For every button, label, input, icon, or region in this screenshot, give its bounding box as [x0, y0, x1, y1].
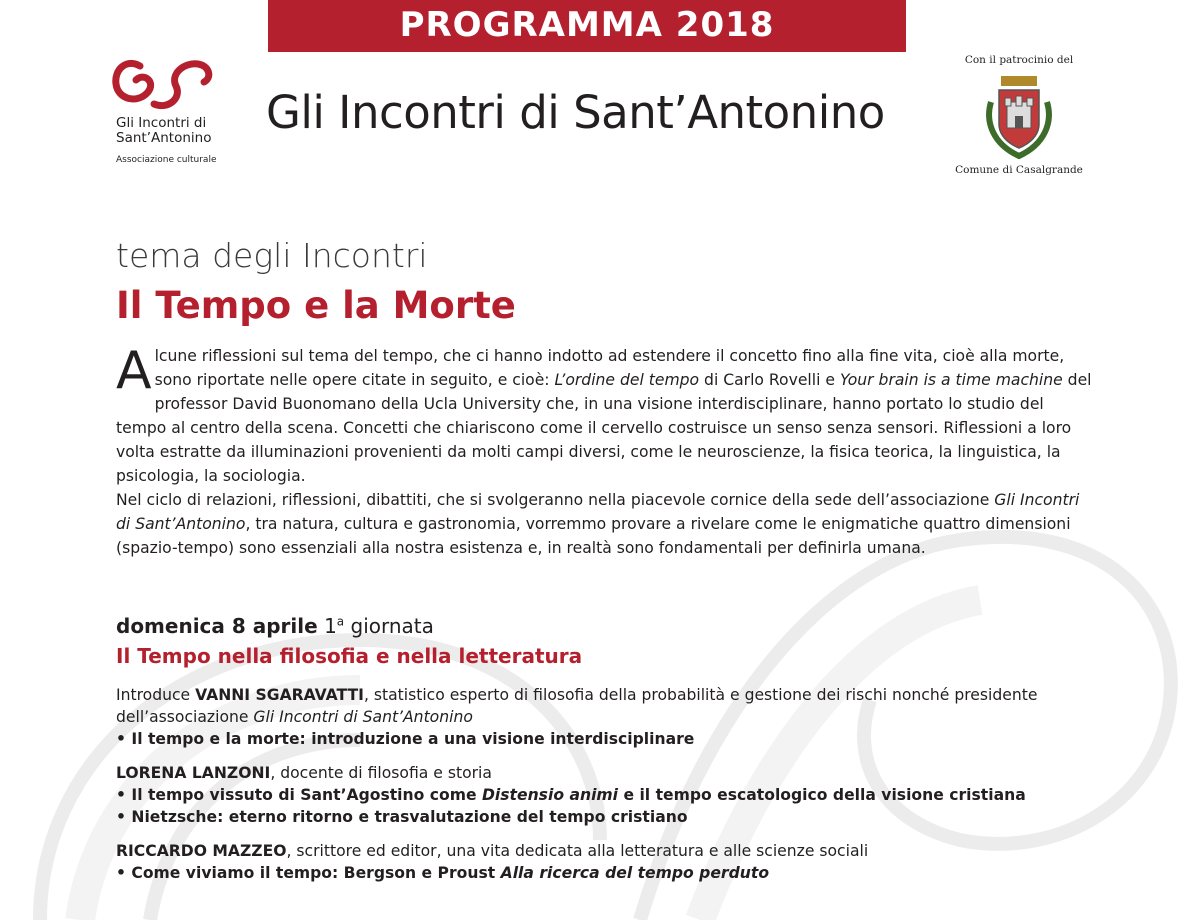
- intro-p1-a: lcune riflessioni sul tema del tempo, che ci hanno indotto ad estendere il concetto fino alla fine vita, cioè alla morte, sono riportate nelle opere citate in seguito, e cioè:: [154, 347, 1065, 389]
- program-banner: PROGRAMMA 2018: [268, 0, 906, 52]
- intro-p1-c: del professor David Buonomano della Ucla University che, in una visione interdisciplinare, hanno portato lo studio del tempo al centro della scena. Concetti che chiariscono come il cervello costruisce un senso senza sensori. Riflessioni a loro volta estratte da illuminazioni provenienti da molti campi diversi, come le neuroscienze, la fisica teorica, la linguistica, la psicologia, la sociologia.: [116, 371, 1092, 485]
- speakers-list: [116, 684, 1116, 896]
- intro-p2-a: Nel ciclo di relazioni, riflessioni, dibattiti, che si svolgeranno nella piacevole cornice della sede dell’associazione: [116, 491, 995, 509]
- day-ordinal: a: [336, 614, 345, 629]
- patronage-block: [948, 54, 1090, 176]
- talk-italic: Alla ricerca del tempo perduto: [500, 864, 770, 882]
- page-title: Gli Incontri di Sant’Antonino: [266, 86, 885, 139]
- theme-title: Il Tempo e la Morte: [116, 284, 516, 327]
- speaker-desc: , statistico esperto di filosofia della probabilità e gestione dei rischi nonché presidente dell’associazione: [116, 686, 1038, 726]
- association-logo: [108, 52, 238, 165]
- talk-text: • Come viviamo il tempo: Bergson e Proust: [116, 864, 501, 882]
- intro-p1-b: di Carlo Rovelli e: [699, 371, 840, 389]
- speaker-desc: , docente di filosofia e storia: [270, 764, 492, 782]
- day-date: domenica 8 aprile: [116, 614, 318, 638]
- talk-item: [116, 862, 1116, 884]
- logo-subtitle: Associazione culturale: [116, 155, 217, 165]
- speaker-desc-italic: Gli Incontri di Sant’Antonino: [253, 708, 473, 726]
- book-title-rovelli: L’ordine del tempo: [554, 371, 700, 389]
- drop-cap: A: [116, 341, 152, 401]
- speaker-name: RICCARDO MAZZEO: [116, 842, 287, 860]
- intro-p2-b: , tra natura, cultura e gastronomia, vorremmo provare a rivelare come le enigmatiche quattro dimensioni (spazio-tempo) sono essenziali alla nostra esistenza e, in realtà sono fondamentali per definirla umana.: [116, 515, 1071, 557]
- talk-italic: Distensio animi: [481, 786, 619, 804]
- association-name: Gli Incontri di Sant’Antonino: [116, 491, 1080, 533]
- speaker-name: LORENA LANZONI: [116, 764, 271, 782]
- day-label: giornata: [350, 614, 434, 638]
- coat-of-arms-icon: [981, 72, 1057, 160]
- logo-line1: Gli Incontri di: [116, 115, 207, 131]
- speaker-block: [116, 840, 1116, 884]
- swirl-logo-icon: [108, 52, 220, 114]
- speaker-name: VANNI SGARAVATTI: [195, 686, 364, 704]
- day-number: 1: [324, 614, 337, 638]
- speaker-block: [116, 762, 1116, 828]
- talk-tail: e il tempo escatologico della visione cristiana: [618, 786, 1026, 804]
- patronage-bottom: Comune di Casalgrande: [955, 164, 1083, 176]
- intro-text: [116, 341, 1096, 560]
- speaker-block: [116, 684, 1116, 750]
- speaker-prefix: Introduce: [116, 686, 196, 704]
- day-heading: [116, 614, 434, 638]
- talk-item: • Nietzsche: eterno ritorno e trasvalutazione del tempo cristiano: [116, 808, 688, 826]
- talk-item: [116, 784, 1116, 806]
- day-subtitle: Il Tempo nella filosofia e nella letteratura: [116, 644, 583, 668]
- book-title-buonomano: Your brain is a time machine: [839, 371, 1063, 389]
- theme-label: tema degli Incontri: [116, 236, 428, 275]
- talk-item: • Il tempo e la morte: introduzione a una visione interdisciplinare: [116, 730, 695, 748]
- logo-line2: Sant’Antonino: [116, 130, 212, 146]
- speaker-desc: , scrittore ed editor, una vita dedicata alla letteratura e alle scienze sociali: [286, 842, 869, 860]
- talk-text: • Il tempo vissuto di Sant’Agostino come: [116, 786, 482, 804]
- patronage-top: Con il patrocinio del: [964, 54, 1074, 66]
